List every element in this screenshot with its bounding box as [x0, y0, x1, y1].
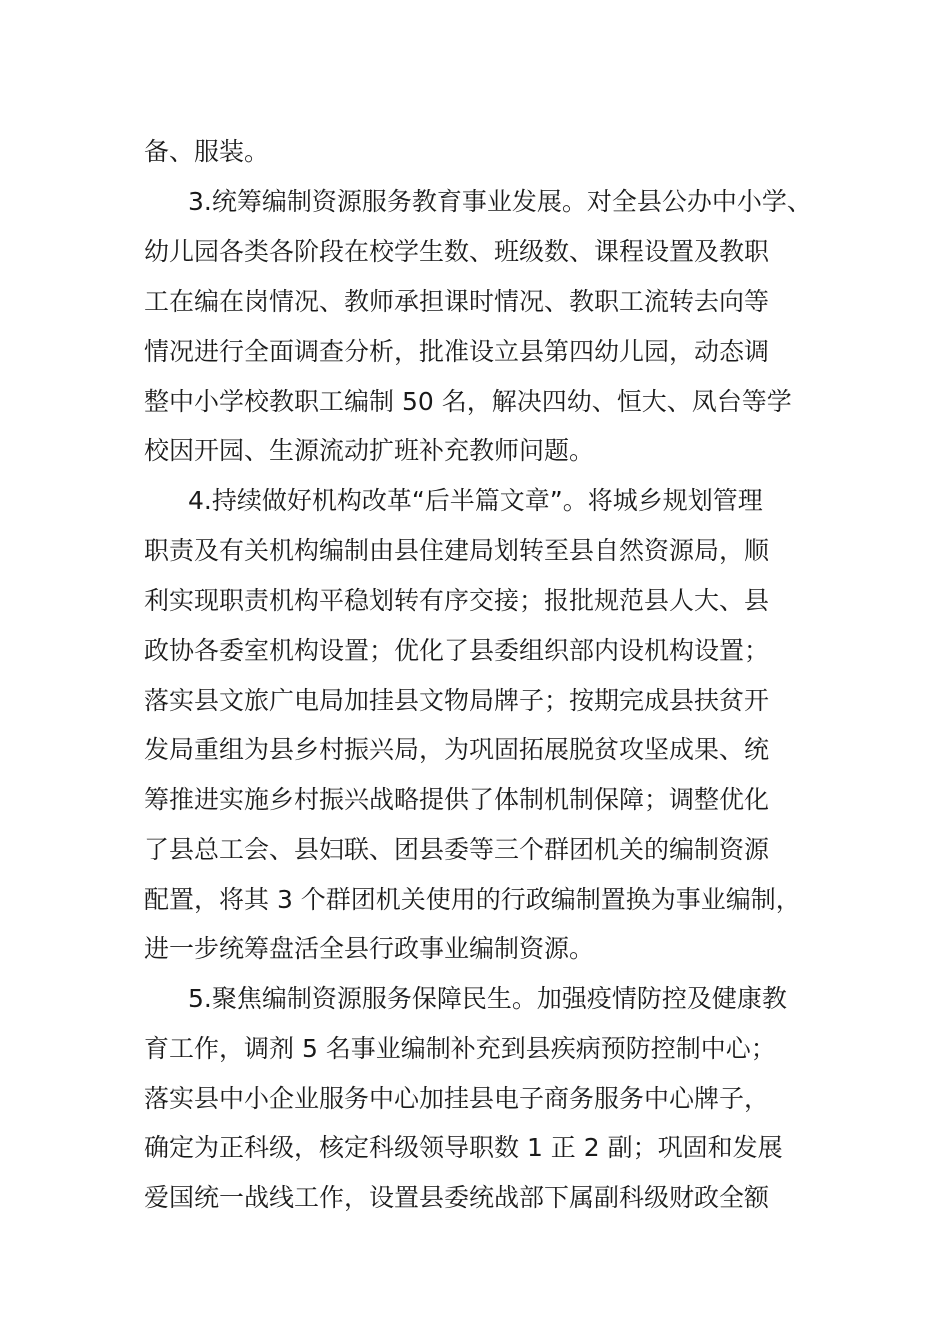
text-line-12: 落实县文旅广电局加挂县文物局牌子；按期完成县扶贫开: [144, 686, 770, 715]
text-line-7: 校因开园、生源流动扩班补充教师问题。: [144, 436, 595, 465]
text-line-13: 发局重组为县乡村振兴局，为巩固拓展脱贫攻坚成果、统: [144, 735, 770, 764]
text-line-10: 利实现职责机构平稳划转有序交接；报批规范县人大、县: [144, 586, 770, 615]
text-line-14: 筹推进实施乡村振兴战略提供了体制机制保障；调整优化: [144, 785, 770, 814]
paragraph-5-heading-line: 5.聚焦编制资源服务保障民生。加强疫情防控及健康教: [188, 984, 787, 1013]
text-line-11: 政协各委室机构设置；优化了县委组织部内设机构设置；: [144, 636, 770, 665]
paragraph-3-heading-line: 3.统筹编制资源服务教育事业发展。对全县公办中小学、: [188, 187, 812, 216]
text-line-19: 育工作，调剂 5 名事业编制补充到县疾病预防控制中心；: [144, 1034, 776, 1063]
text-line-15: 了县总工会、县妇联、团县委等三个群团机关的编制资源: [144, 835, 770, 864]
text-line-9: 职责及有关机构编制由县住建局划转至县自然资源局，顺: [144, 536, 770, 565]
text-line-6: 整中小学校教职工编制 50 名，解决四幼、恒大、凤台等学: [144, 387, 792, 416]
text-line-4: 工在编在岗情况、教师承担课时情况、教职工流转去向等: [144, 287, 770, 316]
text-line-22: 爱国统一战线工作，设置县委统战部下属副科级财政全额: [144, 1183, 770, 1212]
text-line-3: 幼儿园各类各阶段在校学生数、班级数、课程设置及教职: [144, 237, 770, 266]
text-line-17: 进一步统筹盘活全县行政事业编制资源。: [144, 934, 595, 963]
text-line-21: 确定为正科级，核定科级领导职数 1 正 2 副；巩固和发展: [144, 1133, 783, 1162]
paragraph-4-heading-line: 4.持续做好机构改革“后半篇文章”。将城乡规划管理: [188, 486, 763, 515]
text-line-20: 落实县中小企业服务中心加挂县电子商务服务中心牌子，: [144, 1084, 770, 1113]
text-line-16: 配置，将其 3 个群团机关使用的行政编制置换为事业编制，: [144, 885, 801, 914]
text-line-1: 备、服装。: [144, 137, 270, 166]
text-line-5: 情况进行全面调查分析，批准设立县第四幼儿园，动态调: [144, 337, 770, 366]
